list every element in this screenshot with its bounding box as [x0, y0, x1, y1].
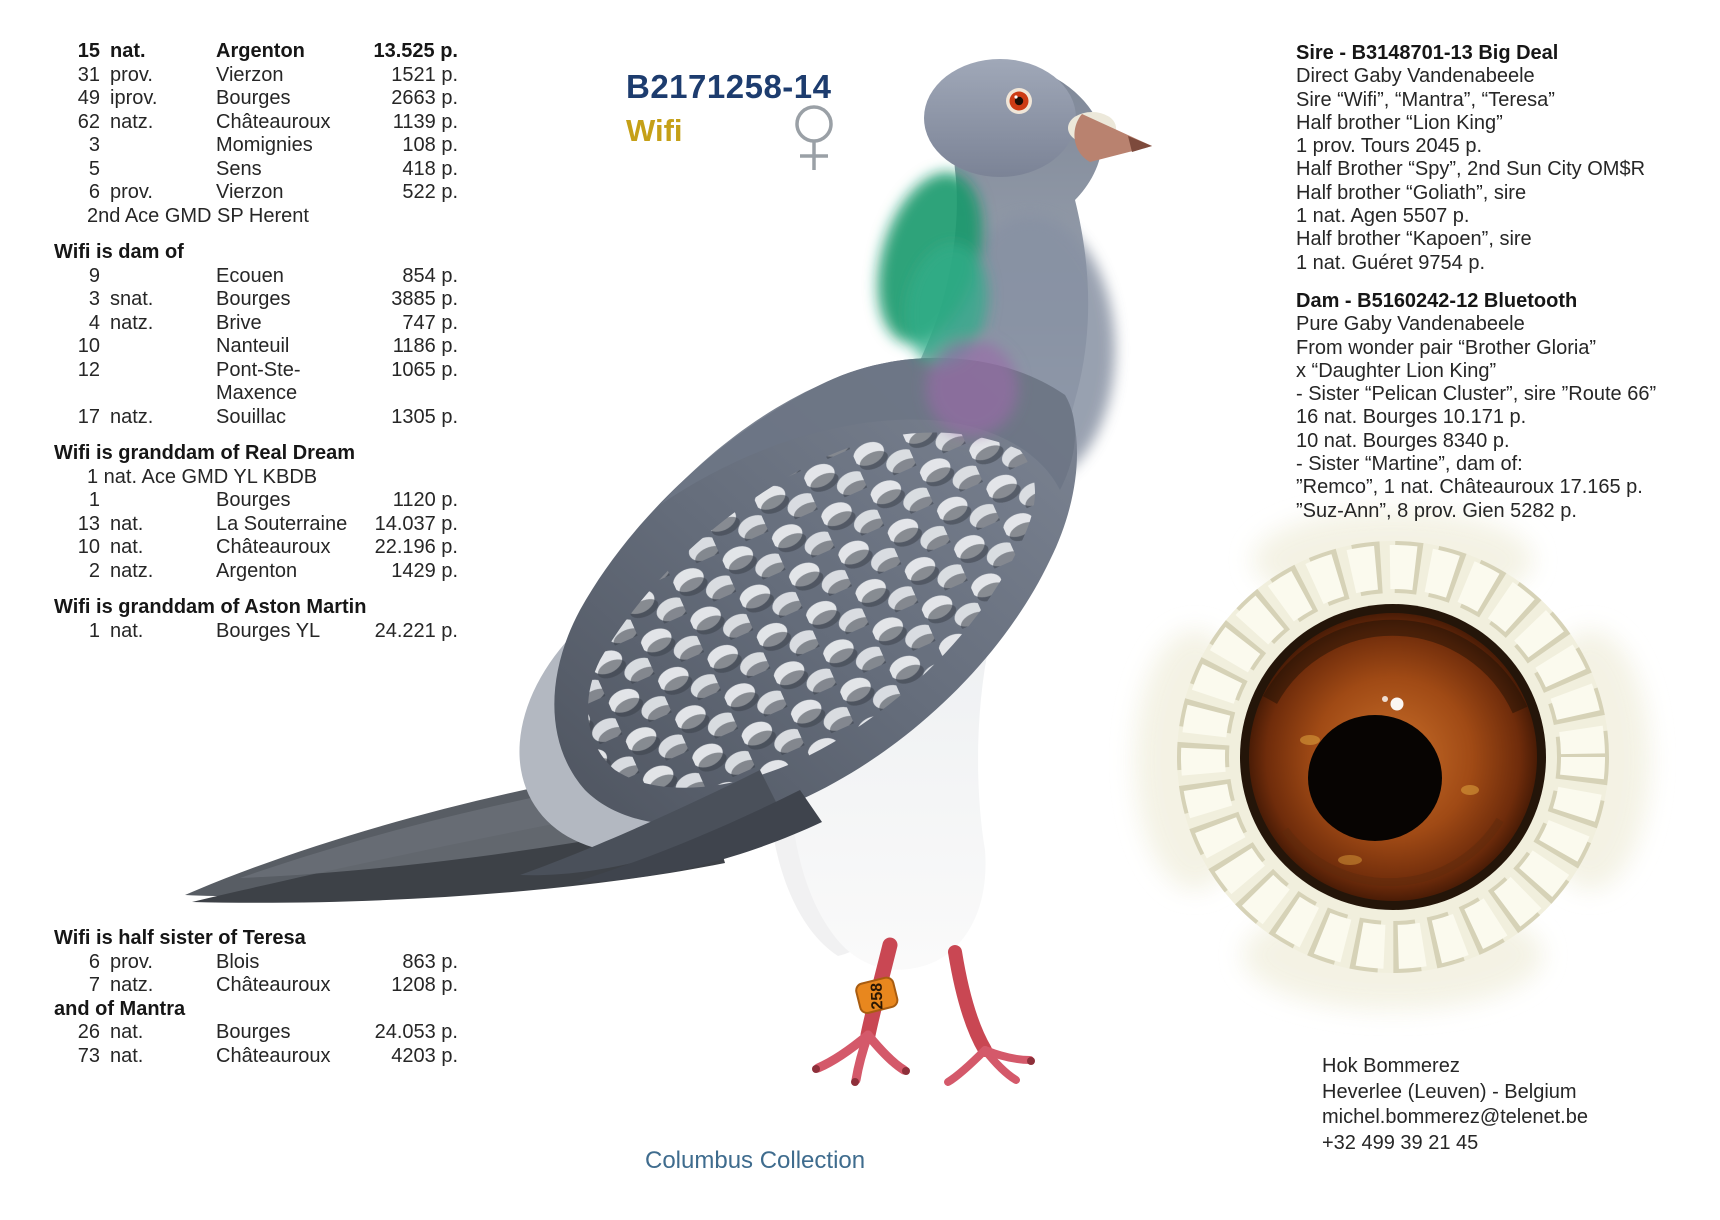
result-race: La Souterraine — [216, 512, 348, 535]
result-row — [54, 974, 458, 998]
result-race: Brive — [216, 311, 262, 334]
result-row — [54, 406, 458, 430]
pedigree-line: Sire “Wifi”, “Mantra”, “Teresa” — [1296, 88, 1555, 111]
dam-header: Dam - B5160242-12 Bluetooth — [1296, 289, 1578, 312]
result-type — [100, 158, 208, 182]
result-race: Châteauroux — [216, 536, 331, 558]
eye-pupil — [1308, 715, 1442, 841]
result-type — [100, 335, 208, 359]
result-position: 17 — [77, 405, 100, 428]
result-note: 2nd Ace GMD SP Herent — [87, 204, 309, 227]
result-position: 10 — [77, 335, 100, 357]
result-type: snat. — [110, 288, 154, 310]
pedigree-line: Half brother “Goliath”, sire — [1296, 181, 1527, 204]
result-type: natz. — [110, 974, 154, 996]
result-type: nat. — [110, 1021, 144, 1043]
result-row — [54, 620, 458, 644]
result-pigeons: 522 p. — [402, 181, 458, 203]
female-symbol-icon — [797, 107, 831, 170]
contact-block — [1322, 1054, 1588, 1156]
result-pigeons: 108 p. — [402, 134, 458, 156]
result-row — [54, 359, 458, 406]
result-pigeons: 863 p. — [402, 950, 458, 973]
result-race: Châteauroux — [216, 974, 331, 996]
pedigree-line: ”Remco”, 1 nat. Châteauroux 17.165 p. — [1296, 476, 1643, 499]
contact-line: Hok Bommerez — [1322, 1055, 1460, 1077]
result-row — [54, 40, 458, 64]
result-type: nat. — [110, 536, 144, 558]
ring-id: B2171258-14 — [626, 68, 832, 105]
result-position: 1 — [88, 489, 100, 511]
result-race: Vierzon — [216, 181, 284, 203]
result-position: 4 — [88, 311, 100, 334]
results-table-bottom — [54, 914, 458, 1068]
result-race: Blois — [216, 950, 260, 973]
eye-closeup-photo — [1135, 510, 1650, 1010]
result-race: Vierzon — [216, 63, 284, 86]
section-header: Wifi is dam of — [54, 241, 184, 263]
pedigree-line: 1 nat. Agen 5507 p. — [1296, 205, 1470, 228]
result-position: 5 — [88, 157, 100, 180]
result-row — [54, 1045, 458, 1069]
result-pigeons: 14.037 p. — [374, 512, 458, 535]
result-type: prov. — [110, 950, 153, 973]
result-row — [54, 335, 458, 359]
pigeon-ring-band — [855, 976, 899, 1015]
result-position: 12 — [77, 358, 100, 381]
result-row — [54, 560, 458, 584]
result-row — [54, 489, 458, 513]
result-race: Souillac — [216, 405, 287, 428]
result-type — [100, 489, 208, 513]
results-table-top — [54, 40, 458, 643]
result-position: 13 — [77, 512, 100, 535]
result-position: 2 — [88, 559, 100, 582]
result-type: prov. — [110, 181, 153, 203]
contact-line: Heverlee (Leuven) - Belgium — [1322, 1080, 1577, 1103]
result-row — [54, 111, 458, 135]
result-type — [100, 359, 208, 406]
result-type: natz. — [110, 110, 154, 133]
result-race: Bourges YL — [216, 619, 321, 642]
result-note: 1 nat. Ace GMD YL KBDB — [87, 465, 318, 488]
contact-line: +32 499 39 21 45 — [1322, 1131, 1479, 1154]
result-type: natz. — [110, 311, 154, 334]
result-race: Bourges — [216, 1021, 291, 1043]
result-race: Argenton — [216, 559, 298, 582]
pigeon-legs — [812, 945, 1035, 1086]
result-position: 10 — [77, 536, 100, 558]
result-race: Bourges — [216, 288, 291, 310]
result-row — [54, 265, 458, 289]
pedigree-line: 10 nat. Bourges 8340 p. — [1296, 429, 1510, 452]
dam-block — [1296, 290, 1720, 523]
result-position: 49 — [77, 87, 100, 109]
result-race: Nanteuil — [216, 335, 290, 357]
result-pigeons: 1120 p. — [392, 489, 458, 511]
result-race: Châteauroux — [216, 110, 331, 133]
result-type: natz. — [110, 559, 154, 582]
result-row — [54, 951, 458, 975]
result-pigeons: 747 p. — [402, 311, 458, 334]
result-position: 6 — [88, 181, 100, 203]
result-type: nat. — [110, 40, 146, 62]
result-position: 9 — [88, 264, 100, 287]
result-row — [54, 1021, 458, 1045]
result-race: Argenton — [216, 40, 305, 62]
sire-header: Sire - B3148701-13 Big Deal — [1296, 42, 1559, 64]
result-type: nat. — [110, 512, 144, 535]
pedigree-line: Pure Gaby Vandenabeele — [1296, 313, 1525, 336]
pedigree-line: Half brother “Lion King” — [1296, 111, 1503, 134]
pigeon-wing — [520, 358, 1077, 882]
sire-block — [1296, 42, 1720, 275]
result-row — [54, 134, 458, 158]
result-type: nat. — [110, 619, 144, 642]
result-row — [54, 181, 458, 205]
result-pigeons: 1429 p. — [391, 559, 458, 582]
result-type: natz. — [110, 405, 154, 428]
pedigree-line: - Sister “Martine”, dam of: — [1296, 453, 1523, 476]
result-race: Ecouen — [216, 264, 284, 287]
result-type — [100, 134, 208, 158]
result-position: 1 — [88, 619, 100, 642]
section-header: Wifi is half sister of Teresa — [54, 927, 306, 949]
result-row — [54, 288, 458, 312]
result-position: 6 — [88, 950, 100, 973]
result-type — [100, 265, 208, 289]
pedigree-line: 16 nat. Bourges 10.171 p. — [1296, 406, 1527, 429]
result-position: 3 — [88, 288, 100, 310]
result-pigeons: 22.196 p. — [374, 536, 458, 558]
result-pigeons: 854 p. — [402, 264, 458, 287]
result-row — [54, 312, 458, 336]
pedigree-line: From wonder pair “Brother Gloria” — [1296, 336, 1597, 359]
collection-footer: Columbus Collection — [645, 1147, 866, 1174]
pigeon-name: Wifi — [626, 113, 683, 148]
pigeon-head — [924, 59, 1152, 177]
result-position: 73 — [77, 1044, 100, 1067]
pedigree-line: Direct Gaby Vandenabeele — [1296, 65, 1535, 88]
result-position: 26 — [77, 1021, 100, 1043]
result-pigeons: 24.053 p. — [374, 1021, 458, 1043]
result-position: 3 — [88, 134, 100, 156]
section-header: Wifi is granddam of Real Dream — [54, 442, 355, 464]
result-race: Bourges — [216, 489, 291, 511]
pedigree-line: - Sister “Pelican Cluster”, sire ”Route 66” — [1296, 383, 1657, 406]
pedigree-column — [1296, 42, 1720, 523]
result-pigeons: 2663 p. — [391, 87, 458, 109]
result-row — [54, 536, 458, 560]
result-race: Châteauroux — [216, 1044, 331, 1067]
result-type: iprov. — [110, 87, 158, 109]
result-position: 31 — [77, 63, 100, 86]
svg-text:258: 258 — [868, 982, 887, 1010]
contact-line: michel.bommerez@telenet.be — [1322, 1106, 1588, 1128]
result-pigeons: 4203 p. — [391, 1044, 458, 1067]
pedigree-line: 1 nat. Guéret 9754 p. — [1296, 251, 1486, 274]
result-race: Pont-Ste-Maxence — [216, 358, 301, 404]
result-pigeons: 1521 p. — [391, 63, 458, 86]
result-race: Bourges — [216, 87, 291, 109]
result-position: 15 — [77, 40, 100, 62]
pedigree-line: x “Daughter Lion King” — [1296, 359, 1497, 382]
result-row — [54, 513, 458, 537]
result-pigeons: 418 p. — [402, 157, 458, 180]
section-header: and of Mantra — [54, 997, 186, 1020]
section-header: Wifi is granddam of Aston Martin — [54, 596, 367, 618]
result-pigeons: 3885 p. — [391, 288, 458, 310]
pedigree-line: 1 prov. Tours 2045 p. — [1296, 135, 1483, 158]
pedigree-line: ”Suz-Ann”, 8 prov. Gien 5282 p. — [1296, 499, 1577, 522]
result-row — [54, 87, 458, 111]
result-pigeons: 1139 p. — [392, 110, 458, 133]
pigeon-eye — [1006, 88, 1032, 114]
result-type: prov. — [110, 63, 153, 86]
result-pigeons: 1186 p. — [392, 335, 458, 357]
result-row — [54, 158, 458, 182]
pedigree-line: Half brother “Kapoen”, sire — [1296, 228, 1532, 251]
result-pigeons: 1208 p. — [391, 974, 458, 996]
result-race: Sens — [216, 157, 262, 180]
pedigree-line: Half Brother “Spy”, 2nd Sun City OM$R — [1296, 158, 1646, 181]
result-race: Momignies — [216, 134, 313, 156]
result-pigeons: 1305 p. — [391, 405, 458, 428]
result-position: 7 — [88, 974, 100, 996]
result-row — [54, 64, 458, 88]
result-type: nat. — [110, 1044, 144, 1067]
result-position: 62 — [77, 110, 100, 133]
result-pigeons: 13.525 p. — [373, 40, 458, 62]
result-pigeons: 24.221 p. — [374, 619, 458, 642]
result-pigeons: 1065 p. — [391, 358, 458, 381]
